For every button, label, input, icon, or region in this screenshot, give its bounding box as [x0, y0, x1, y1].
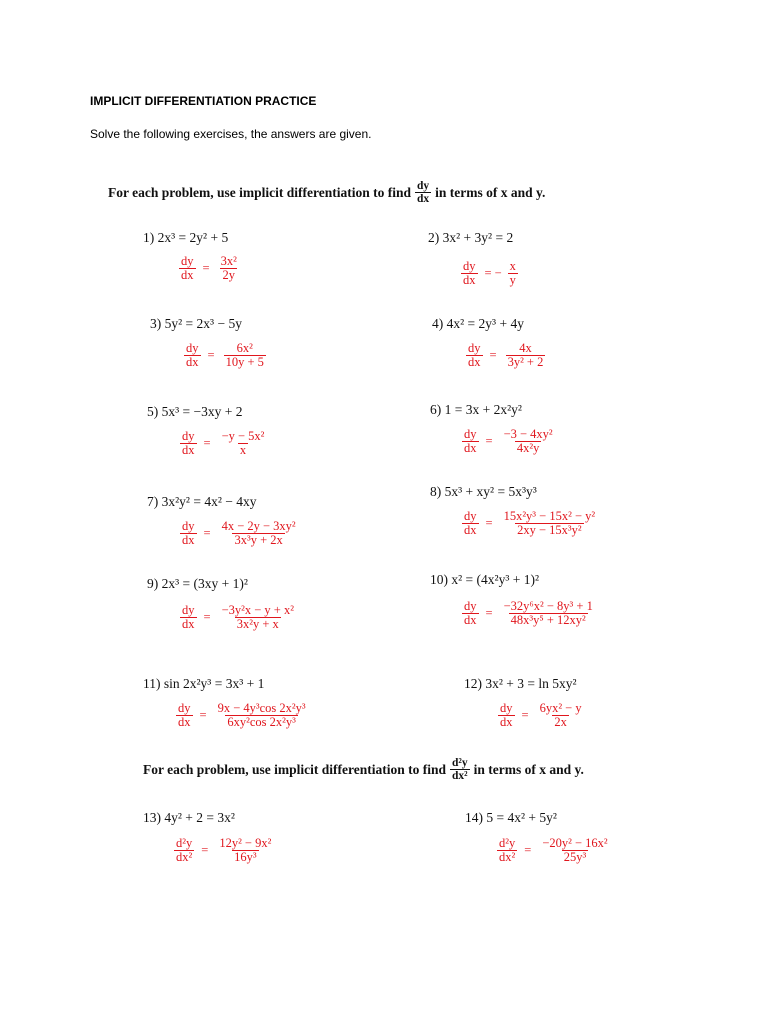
answer-rhs-fraction	[502, 510, 598, 538]
rhs-numerator: −3y²x − y + x²	[221, 603, 294, 617]
lhs-denominator: dx²	[176, 850, 193, 865]
negation-sign: −	[494, 266, 502, 281]
rhs-numerator: −3 − 4xy²	[503, 427, 553, 441]
fraction-denominator: dx²	[452, 770, 468, 783]
lhs-denominator: dx	[186, 355, 199, 370]
answer-11	[172, 702, 312, 730]
problem-12: 12) 3x² + 3 = ln 5xy²	[464, 676, 577, 691]
equals-sign: =	[485, 606, 493, 621]
answer-rhs-fraction	[224, 342, 266, 370]
answer-rhs-fraction	[506, 342, 546, 370]
instruction-pre-text: For each problem, use implicit differentiation to find	[108, 184, 411, 200]
lhs-numerator: dy	[182, 429, 195, 443]
rhs-numerator: 6yx² − y	[539, 701, 582, 715]
answer-4	[462, 342, 549, 370]
problem-11: 11) sin 2x²y³ = 3x³ + 1	[143, 676, 265, 691]
rhs-denominator: 2x	[554, 715, 567, 730]
answer-lhs-fraction	[497, 837, 517, 865]
answer-lhs-fraction	[180, 604, 197, 632]
lhs-denominator: dx	[463, 273, 476, 288]
instruction-pre-text: For each problem, use implicit differentiation to find	[143, 761, 446, 777]
section1-instruction	[108, 180, 545, 206]
lhs-denominator: dx	[178, 715, 191, 730]
equals-sign: =	[485, 434, 493, 449]
lhs-numerator: dy	[464, 599, 477, 613]
answer-lhs-fraction	[462, 510, 479, 538]
answer-lhs-fraction	[176, 702, 193, 730]
problem-9: 9) 2x³ = (3xy + 1)²	[147, 576, 248, 591]
lhs-denominator: dx	[468, 355, 481, 370]
rhs-denominator: 16y³	[234, 850, 257, 865]
answer-1	[175, 255, 243, 283]
lhs-denominator: dx	[182, 443, 195, 458]
equals-sign: =	[521, 708, 529, 723]
rhs-denominator: x	[239, 443, 247, 458]
section2-instruction	[143, 757, 584, 783]
equals-sign: =	[484, 266, 492, 281]
answer-rhs-fraction	[217, 837, 273, 865]
rhs-numerator: 12y² − 9x²	[219, 836, 272, 850]
answer-13	[170, 837, 277, 865]
rhs-denominator: 3x²y + x	[236, 617, 279, 632]
rhs-numerator: x	[509, 259, 516, 273]
problem-3: 3) 5y² = 2x³ − 5y	[150, 316, 242, 331]
answer-lhs-fraction	[462, 600, 479, 628]
equals-sign: =	[199, 708, 207, 723]
lhs-numerator: dy	[182, 603, 195, 617]
rhs-numerator: 4x − 2y − 3xy²	[221, 519, 296, 533]
answer-lhs-fraction	[498, 702, 515, 730]
rhs-denominator: y	[509, 273, 516, 288]
second-derivative-fraction	[450, 757, 470, 783]
lhs-numerator: dy	[181, 254, 194, 268]
rhs-denominator: 2y	[222, 268, 235, 283]
answer-lhs-fraction	[461, 260, 478, 288]
answer-12	[494, 702, 588, 730]
rhs-denominator: 6xy²cos 2x²y³	[227, 715, 296, 730]
equals-sign: =	[207, 348, 215, 363]
fraction-numerator: dy	[417, 180, 430, 192]
answer-rhs-fraction	[508, 260, 518, 288]
rhs-denominator: 10y + 5	[225, 355, 264, 370]
rhs-denominator: 48x³y⁵ + 12xy²	[510, 613, 586, 628]
lhs-denominator: dx²	[499, 850, 516, 865]
lhs-numerator: dy	[463, 259, 476, 273]
rhs-numerator: −20y² − 16x²	[542, 836, 608, 850]
rhs-numerator: −y − 5x²	[221, 429, 265, 443]
equals-sign: =	[485, 516, 493, 531]
problem-2: 2) 3x² + 3y² = 2	[428, 230, 514, 245]
answer-lhs-fraction	[466, 342, 483, 370]
answer-10	[458, 600, 599, 628]
answer-3	[180, 342, 270, 370]
problem-10: 10) x² = (4x²y³ + 1)²	[430, 572, 540, 587]
answer-rhs-fraction	[538, 702, 584, 730]
answer-rhs-fraction	[502, 428, 555, 456]
answer-rhs-fraction	[540, 837, 609, 865]
answer-lhs-fraction	[174, 837, 194, 865]
lhs-numerator: dy	[500, 701, 513, 715]
answer-rhs-fraction	[220, 520, 298, 548]
answer-5	[176, 430, 270, 458]
lhs-numerator: dy	[178, 701, 191, 715]
instruction-post-text: in terms of x and y.	[435, 184, 546, 200]
equals-sign: =	[203, 610, 211, 625]
equals-sign: =	[489, 348, 497, 363]
answer-lhs-fraction	[180, 430, 197, 458]
rhs-numerator: 6x²	[236, 341, 253, 355]
lhs-numerator: dy	[468, 341, 481, 355]
answer-14	[493, 837, 614, 865]
answer-7	[176, 520, 302, 548]
lhs-denominator: dx	[181, 268, 194, 283]
equals-sign: =	[201, 843, 209, 858]
problem-14: 14) 5 = 4x² + 5y²	[465, 810, 557, 825]
equals-sign: =	[203, 526, 211, 541]
rhs-numerator: −32y⁶x² − 8y³ + 1	[503, 599, 593, 613]
answer-rhs-fraction	[219, 255, 239, 283]
equals-sign: =	[203, 436, 211, 451]
lhs-numerator: d²y	[176, 836, 193, 850]
problem-1: 1) 2x³ = 2y² + 5	[143, 230, 229, 245]
answer-8	[458, 510, 601, 538]
rhs-denominator: 3x³y + 2x	[234, 533, 283, 548]
rhs-denominator: 3y² + 2	[507, 355, 544, 370]
lhs-numerator: dy	[186, 341, 199, 355]
answer-9	[176, 604, 300, 632]
lhs-denominator: dx	[182, 533, 195, 548]
problem-7: 7) 3x²y² = 4x² − 4xy	[147, 494, 257, 509]
problem-4: 4) 4x² = 2y³ + 4y	[432, 316, 524, 331]
rhs-denominator: 4x²y	[516, 441, 540, 456]
answer-lhs-fraction	[462, 428, 479, 456]
lhs-numerator: d²y	[499, 836, 516, 850]
problem-13: 13) 4y² + 2 = 3x²	[143, 810, 235, 825]
derivative-fraction	[415, 180, 431, 206]
intro-text: Solve the following exercises, the answers are given.	[90, 127, 372, 141]
lhs-numerator: dy	[464, 427, 477, 441]
rhs-numerator: 9x − 4y³cos 2x²y³	[217, 701, 306, 715]
answer-rhs-fraction	[502, 600, 595, 628]
lhs-denominator: dx	[464, 441, 477, 456]
instruction-post-text: in terms of x and y.	[473, 761, 584, 777]
rhs-numerator: 4x	[519, 341, 532, 355]
problem-8: 8) 5x³ + xy² = 5x³y³	[430, 484, 537, 499]
lhs-denominator: dx	[182, 617, 195, 632]
answer-rhs-fraction	[220, 430, 267, 458]
answer-6	[458, 428, 559, 456]
lhs-denominator: dx	[500, 715, 513, 730]
equals-sign: =	[524, 843, 532, 858]
answer-lhs-fraction	[180, 520, 197, 548]
problem-6: 6) 1 = 3x + 2x²y²	[430, 402, 522, 417]
rhs-denominator: 25y³	[563, 850, 587, 865]
rhs-denominator: 2xy − 15x³y²	[517, 523, 582, 538]
document-title: IMPLICIT DIFFERENTIATION PRACTICE	[90, 94, 317, 108]
answer-rhs-fraction	[216, 702, 308, 730]
answer-lhs-fraction	[179, 255, 196, 283]
answer-2	[457, 260, 522, 288]
equals-sign: =	[202, 261, 210, 276]
rhs-numerator: 15x²y³ − 15x² − y²	[503, 509, 596, 523]
lhs-denominator: dx	[464, 613, 477, 628]
fraction-numerator: d²y	[452, 757, 468, 769]
lhs-numerator: dy	[464, 509, 477, 523]
lhs-numerator: dy	[182, 519, 195, 533]
answer-rhs-fraction	[220, 604, 296, 632]
problem-5: 5) 5x³ = −3xy + 2	[147, 404, 243, 419]
answer-lhs-fraction	[184, 342, 201, 370]
fraction-denominator: dx	[417, 193, 430, 206]
rhs-numerator: 3x²	[220, 254, 237, 268]
lhs-denominator: dx	[464, 523, 477, 538]
